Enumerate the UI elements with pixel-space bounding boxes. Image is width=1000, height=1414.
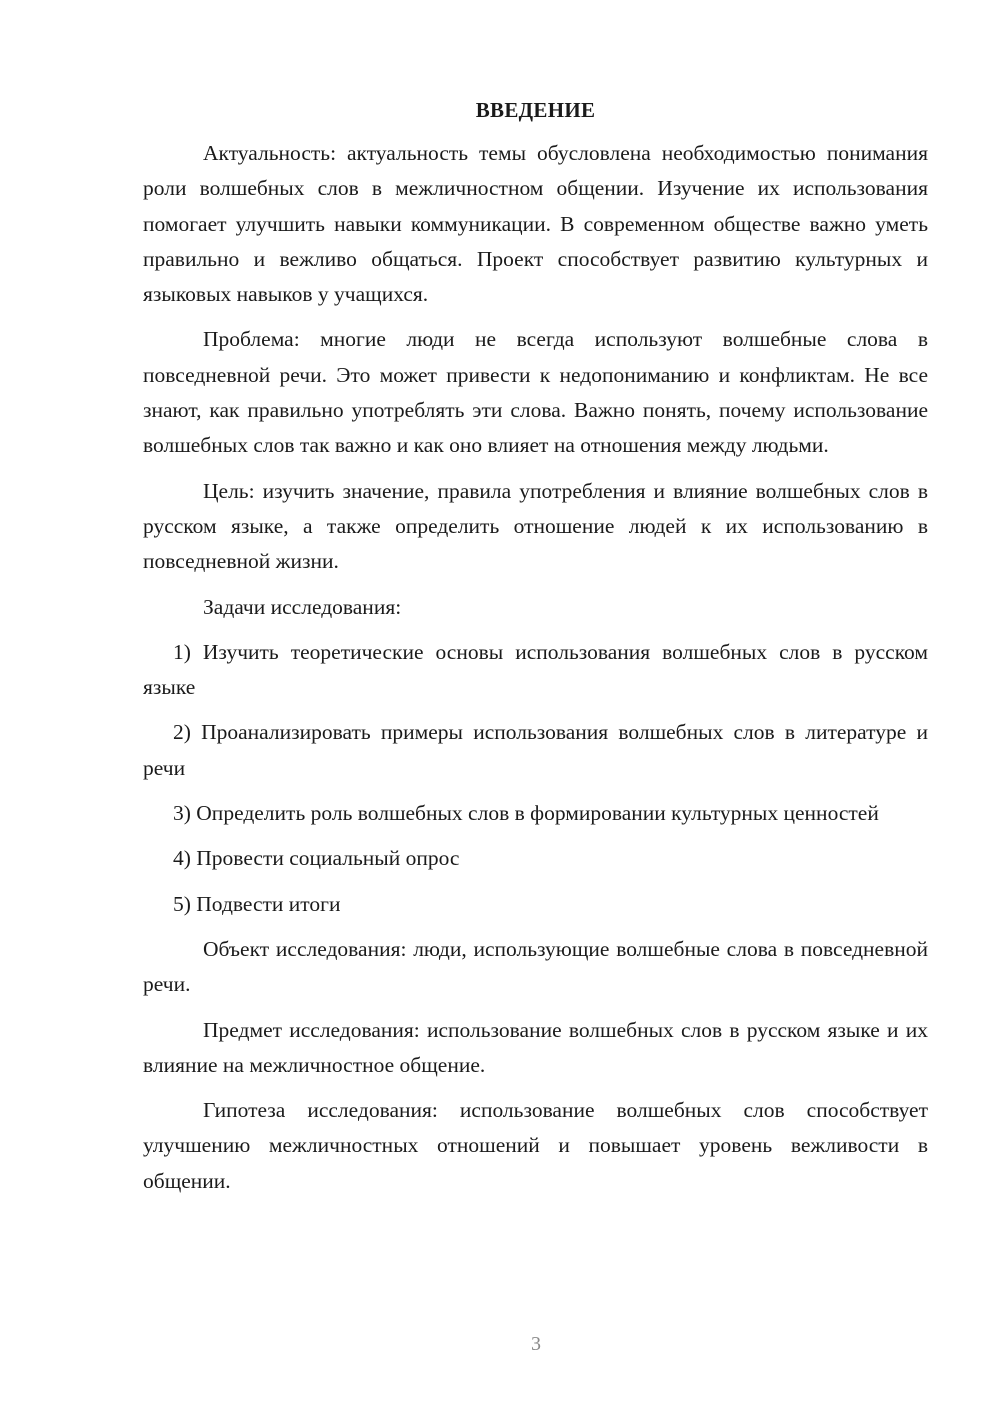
task-item-1: 1) Изучить теоретические основы использования волшебных слов в русском языке xyxy=(143,639,928,700)
tasks-heading: Задачи исследования: xyxy=(203,594,402,619)
task-item-4: 4) Провести социальный опрос xyxy=(173,846,460,871)
hypothesis-paragraph: Гипотеза исследования: использование волшебных слов способствует улучшению межличностных отношений и повышает уровень вежливости в общении. xyxy=(143,1098,928,1193)
task-item-2: 2) Проанализировать примеры использования волшебных слов в литературе и речи xyxy=(143,720,928,780)
page-number: 3 xyxy=(531,1333,541,1355)
task-item-3: 3) Определить роль волшебных слов в формировании культурных ценностей xyxy=(173,801,879,826)
relevance-paragraph: Актуальность: актуальность темы обусловлена необходимостью понимания роли волшебных слов в межличностном общении. Изучение их использования помогает улучшить навыки коммуникации. В современном обществе важно уметь правильно и вежливо общаться. Проект способствует развитию культурных и языковых навыков у учащихся. xyxy=(143,141,928,307)
problem-paragraph: Проблема: многие люди не всегда используют волшебные слова в повседневной речи. Это может привести к недопониманию и конфликтам. Не все знают, как правильно употреблять эти слова. Важно понять, почему использование волшебных слов так важно и как оно влияет на отношения между людьми. xyxy=(143,327,928,458)
object-paragraph: Объект исследования: люди, использующие волшебные слова в повседневной речи. xyxy=(143,936,928,997)
task-item-5: 5) Подвести итоги xyxy=(173,891,341,916)
document-page xyxy=(143,88,928,1209)
goal-paragraph: Цель: изучить значение, правила употребления и влияние волшебных слов в русском языке, а также определить отношение людей к их использованию в повседневной жизни. xyxy=(143,478,928,574)
section-title: ВВЕДЕНИЕ xyxy=(475,98,596,122)
subject-paragraph: Предмет исследования: использование волшебных слов в русском языке и их влияние на межличностное общение. xyxy=(143,1017,928,1077)
